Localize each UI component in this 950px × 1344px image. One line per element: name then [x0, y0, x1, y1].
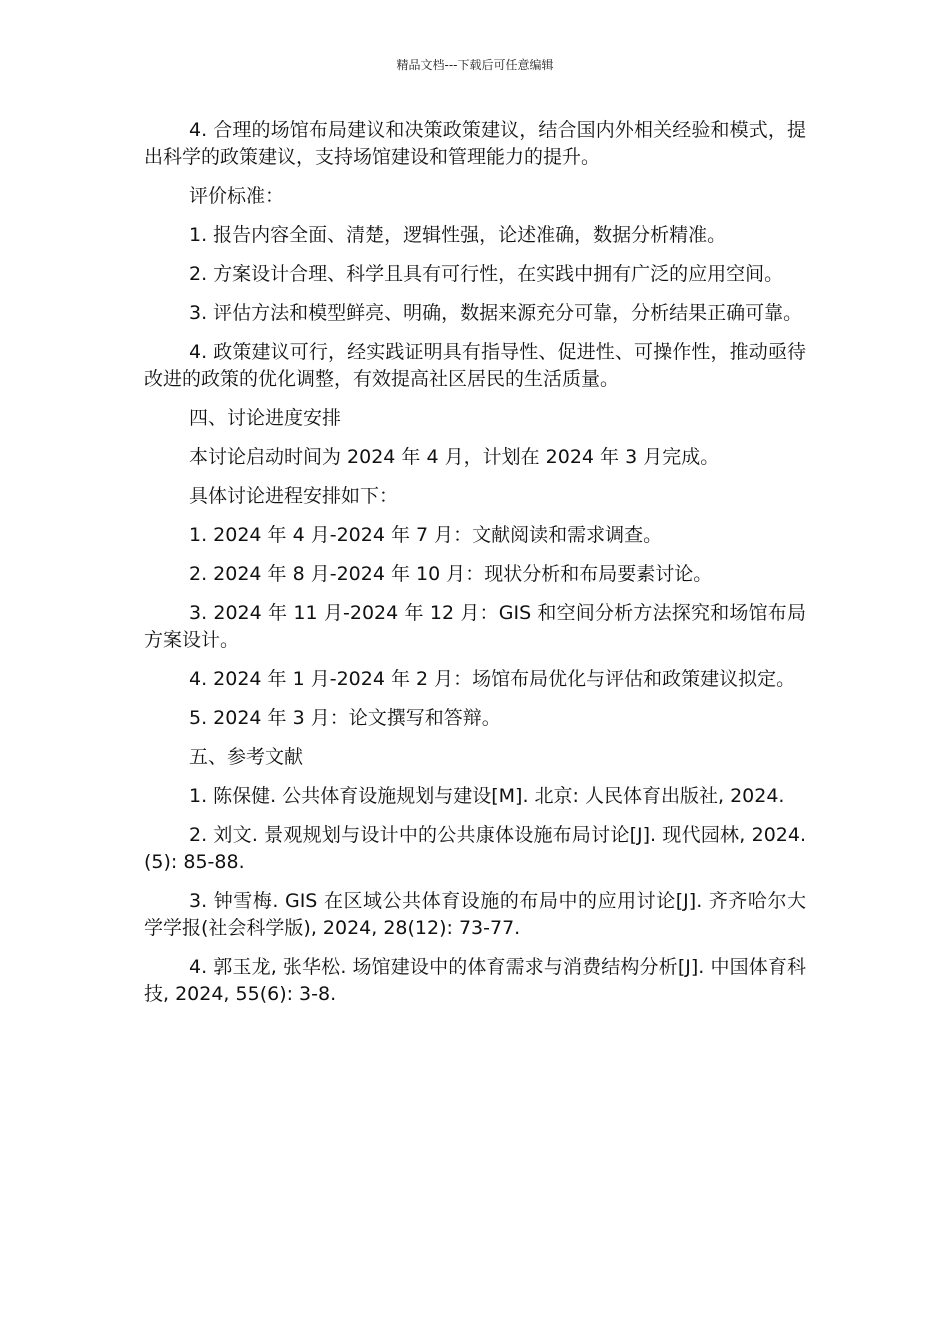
criteria-item-4: 4. 政策建议可行，经实践证明具有指导性、促进性、可操作性，推动亟待改进的政策的优化调整，有效提高社区居民的生活质量。 [144, 341, 806, 390]
reference-item-4: 4. 郭玉龙, 张华松. 场馆建设中的体育需求与消费结构分析[J]. 中国体育科技, 2024, 55(6): 3-8. [144, 956, 806, 1005]
criteria-item-1: 1. 报告内容全面、清楚，逻辑性强，论述准确，数据分析精准。 [189, 224, 727, 246]
heading-evaluation-criteria: 评价标准： [189, 185, 285, 207]
schedule-intro: 具体讨论进程安排如下： [189, 485, 399, 507]
reference-item-3: 3. 钟雪梅. GIS 在区域公共体育设施的布局中的应用讨论[J]. 齐齐哈尔大学学报(社会科学版), 2024, 28(12): 73-77. [144, 890, 806, 939]
schedule-item-5: 5. 2024 年 3 月：论文撰写和答辩。 [189, 707, 501, 729]
criteria-item-2: 2. 方案设计合理、科学且具有可行性，在实践中拥有广泛的应用空间。 [189, 263, 784, 285]
section-heading-references: 五、参考文献 [189, 746, 304, 768]
criteria-item-3: 3. 评估方法和模型鲜亮、明确，数据来源充分可靠，分析结果正确可靠。 [189, 302, 803, 324]
reference-item-1: 1. 陈保健. 公共体育设施规划与建设[M]. 北京: 人民体育出版社, 2024. [189, 785, 785, 807]
schedule-item-1: 1. 2024 年 4 月-2024 年 7 月：文献阅读和需求调查。 [189, 524, 663, 546]
section-heading-schedule: 四、讨论进度安排 [189, 407, 342, 429]
schedule-item-2: 2. 2024 年 8 月-2024 年 10 月：现状分析和布局要素讨论。 [189, 563, 713, 585]
paragraph-policy-suggestion: 4. 合理的场馆布局建议和决策政策建议，结合国内外相关经验和模式，提出科学的政策建议，支持场馆建设和管理能力的提升。 [144, 119, 806, 168]
page-header: 精品文档---下载后可任意编辑 [396, 58, 554, 72]
schedule-item-3: 3. 2024 年 11 月-2024 年 12 月：GIS 和空间分析方法探究和场馆布局方案设计。 [144, 602, 806, 651]
document-body [144, 117, 806, 1020]
schedule-item-4: 4. 2024 年 1 月-2024 年 2 月：场馆布局优化与评估和政策建议拟定。 [189, 668, 796, 690]
schedule-summary: 本讨论启动时间为 2024 年 4 月，计划在 2024 年 3 月完成。 [189, 446, 720, 468]
reference-item-2: 2. 刘文. 景观规划与设计中的公共康体设施布局讨论[J]. 现代园林, 2024. (5): 85-88. [144, 824, 806, 873]
